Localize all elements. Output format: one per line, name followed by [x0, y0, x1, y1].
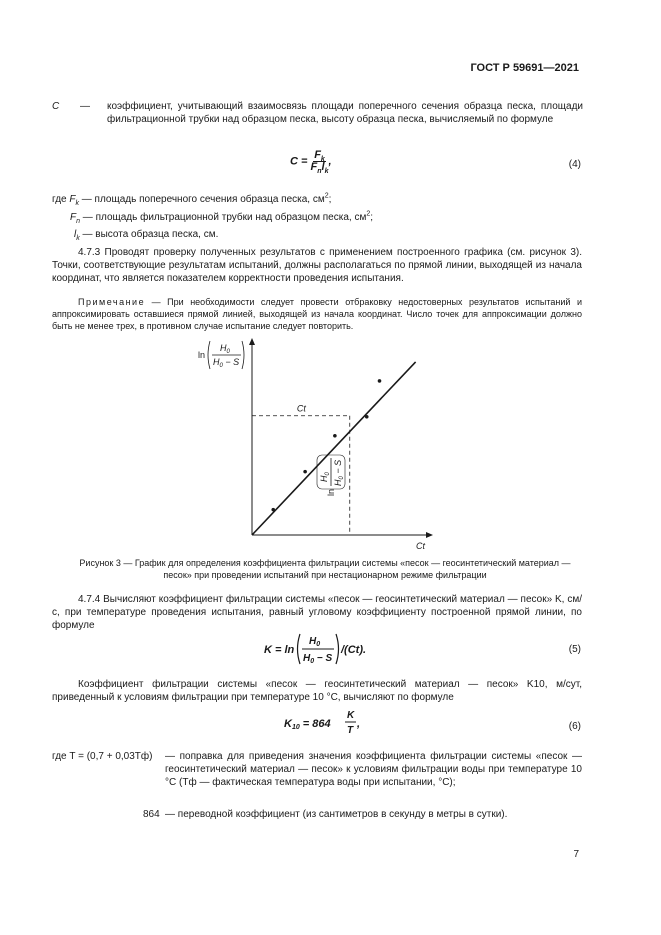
formula-6 — [282, 708, 362, 738]
c-symbol: C — [52, 101, 60, 112]
def-864-symbol: 864 — [143, 809, 160, 820]
def-864-text: — переводной коэффициент (из сантиметров в секунду в метры в сутки). — [165, 809, 508, 820]
formula-4: C = $\frac{F_k}{F_nl_k}$ , — [290, 149, 332, 176]
svg-text:ln: ln — [326, 488, 336, 496]
def-t-text: — поправка для приведения значения коэффициента фильтрации системы «песок — геосинтетический материал — песок» к условиям фильтрации воды при температуре 10 °С (Tф — фактическая температура воды при испытании, °С); — [165, 751, 582, 788]
c-definition-text: коэффициент, учитывающий взаимосвязь площади поперечного сечения образца песка, площади фильтрационной трубки над образцом песка, высоту образца песка, вычисляемый по формуле — [107, 101, 583, 125]
svg-text:/(Ct).: /(Ct). — [341, 644, 367, 656]
def-lk: $l_k$ — высота образца песка, см. — [74, 229, 219, 242]
paragraph-4-7-4: 4.7.4 Вычисляют коэффициент фильтрации системы «песок — геосинтетический материал — песок» K, см/с, при температуре проведения испытания, равный угловому коэффициенту построенной прямой линии, по формуле — [52, 594, 582, 631]
formula-5 — [262, 630, 372, 668]
svg-text:T: T — [347, 725, 354, 736]
data-point — [365, 415, 369, 419]
figure-3-chart — [190, 335, 450, 550]
y-axis-label — [198, 341, 244, 369]
data-point — [303, 470, 307, 474]
equation-number-4: (4) — [568, 159, 581, 170]
svg-text:H0: $H_0$ — [319, 472, 331, 482]
def-fk: где $F_k$ — площадь поперечного сечения образца песка, $см^2$; — [52, 192, 332, 207]
y-label-den: $H_0 - S$ — [213, 357, 240, 369]
def-t-symbol: где T = (0,7 + 0,03Tф) — [52, 751, 153, 762]
fit-line — [252, 362, 416, 535]
equation-number-5: (5) — [568, 644, 581, 655]
page-number: 7 — [573, 849, 579, 860]
def-fn: $F_n$ — площадь фильтрационной трубки над образцом песка, $см^2$; — [70, 210, 374, 225]
svg-text:H0 − S: $H_0 - S$ — [333, 459, 345, 486]
data-point — [271, 508, 275, 512]
paragraph-4-7-3: 4.7.3 Проводят проверку полученных результатов с применением построенного графика (см. рисунок 3). Точки, соответствующие результатам испытаний, должны располагаться по прямой линии, выходящей из начала координат, что является показателем корректности проведения испытания. — [52, 247, 582, 284]
svg-text:K10 = 864: K10 = 864 — [284, 718, 331, 731]
data-point — [378, 379, 382, 383]
svg-text:K = ln: K = ln — [264, 644, 295, 656]
svg-text:H0: $H_0$ — [309, 636, 321, 648]
svg-text:,: , — [357, 718, 361, 730]
y-label-num: $H_0$ — [220, 343, 230, 355]
svg-text:K: K — [347, 710, 355, 721]
svg-text:H0 − S: $H_0 - S$ — [303, 653, 333, 665]
note: Примечание — При необходимости следует провести отбраковку недостоверных результатов испытаний и аппроксимировать оставшиеся прямой линией, выходящей из начала координат. Число точек для аппроксимации должно быть не менее трех, в противном случае испытание следует повторить. — [52, 297, 582, 331]
c-dash: — — [80, 101, 90, 112]
data-point — [333, 434, 337, 438]
paragraph-k10: Коэффициент фильтрации системы «песок — геосинтетический материал — песок» K10, м/сут, приведенный к условиям фильтрации при температуре 10 °С, вычисляют по формуле — [52, 679, 582, 703]
x-axis-label: Ct — [416, 541, 425, 550]
y-axis-arrow — [249, 338, 255, 345]
equation-number-6: (6) — [568, 721, 581, 732]
rotated-y-label — [317, 455, 345, 530]
dashed-label: Ct — [296, 403, 306, 414]
x-axis-arrow — [426, 532, 433, 538]
y-label-ln: ln — [198, 350, 206, 360]
figure-3-caption: Рисунок 3 — График для определения коэффициента фильтрации системы «песок — геосинтетический материал — песок» при проведении испытаний при нестационарном режиме фильтрации — [79, 558, 571, 580]
document-code: ГОСТ Р 59691—2021 — [470, 62, 579, 74]
